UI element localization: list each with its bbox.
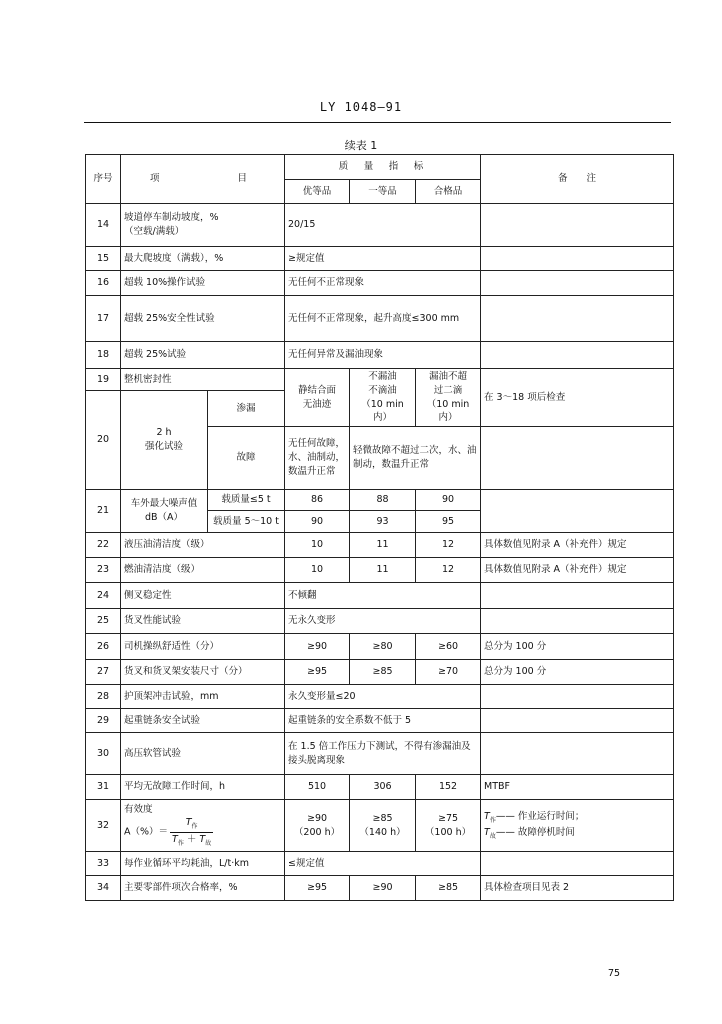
row-item: 坡道停车制动坡度，% （空载/满载） [121, 204, 285, 247]
row-remark [481, 733, 674, 775]
row-qualified: 漏油不超 过二滴 （10 min 内） [416, 369, 481, 427]
row-remark: 具体数值见附录 A（补充件）规定 [481, 558, 674, 583]
row-remark [481, 296, 674, 342]
row-item: 液压油清洁度（级） [121, 533, 285, 558]
row-excellent: ≥95 [285, 660, 350, 685]
row-first: 不漏油 不滴油 （10 min 内） [350, 369, 416, 427]
table-row [86, 247, 674, 271]
row-value: 无任何不正常现象 [285, 271, 481, 296]
row-item: 整机密封性 [121, 369, 285, 391]
row-no: 19 [86, 369, 121, 391]
row-item: 侧叉稳定性 [121, 583, 285, 609]
table-row [86, 271, 674, 296]
row-item: 超载 10%操作试验 [121, 271, 285, 296]
row-remark [481, 271, 674, 296]
table-row [86, 685, 674, 709]
row-value: 无任何不正常现象，起升高度≤300 mm [285, 296, 481, 342]
row-item [121, 800, 285, 852]
table-row [86, 709, 674, 733]
row-value: ≥规定值 [285, 247, 481, 271]
row-subitem: 故障 [208, 427, 285, 490]
row-no: 30 [86, 733, 121, 775]
row-excellent: ≥90 [285, 634, 350, 660]
row-remark: 具体检查项目见表 2 [481, 876, 674, 901]
row-excellent: ≥95 [285, 876, 350, 901]
row-item: 车外最大噪声值 dB（A） [121, 490, 208, 533]
row-no: 23 [86, 558, 121, 583]
row-first: 11 [350, 533, 416, 558]
row-no: 28 [86, 685, 121, 709]
remark-line: $T_故——$ 故障停机时间 [484, 826, 575, 840]
row-first: ≥85 （140 h） [350, 800, 416, 852]
row-first: 11 [350, 558, 416, 583]
table-row [86, 490, 674, 511]
row-item: 平均无故障工作时间，h [121, 775, 285, 800]
row-item: 货叉性能试验 [121, 609, 285, 634]
row-item: 主要零部件项次合格率，% [121, 876, 285, 901]
remark-line: $T_作——$ 作业运行时间； [484, 810, 585, 824]
row-value: 20/15 [285, 204, 481, 247]
row-remark [481, 204, 674, 247]
row-excellent: 静结合面 无油迹 [285, 369, 350, 427]
row-no: 34 [86, 876, 121, 901]
header-quality: 质 量 指 标 [285, 155, 481, 180]
row-excellent: 510 [285, 775, 350, 800]
table-row [86, 775, 674, 800]
row-remark [481, 685, 674, 709]
row-item: 货叉和货叉架安装尺寸（分） [121, 660, 285, 685]
row-remark: MTBF [481, 775, 674, 800]
row-remark [481, 852, 674, 876]
row-excellent: ≥90 （200 h） [285, 800, 350, 852]
row-subitem: 载质量≤5 t [208, 490, 285, 511]
table-caption: 续表 1 [344, 139, 378, 152]
row-value: ≤规定值 [285, 852, 481, 876]
row-value: 永久变形量≤20 [285, 685, 481, 709]
table-row [86, 204, 674, 247]
row-no: 24 [86, 583, 121, 609]
header-remarks: 备 注 [481, 155, 674, 204]
table-row [86, 634, 674, 660]
row-excellent: 90 [285, 511, 350, 533]
row-qualified: 12 [416, 558, 481, 583]
header-first: 一等品 [350, 180, 416, 204]
row-no: 14 [86, 204, 121, 247]
row-no: 31 [86, 775, 121, 800]
row-item: 2 h 强化试验 [121, 391, 208, 490]
row-remark: 总分为 100 分 [481, 660, 674, 685]
row-item: 超载 25%安全性试验 [121, 296, 285, 342]
row-no: 15 [86, 247, 121, 271]
row-subitem: 渗漏 [208, 391, 285, 427]
row-qualified: ≥70 [416, 660, 481, 685]
row-remark: 总分为 100 分 [481, 634, 674, 660]
row-remark [481, 583, 674, 609]
row-first: 306 [350, 775, 416, 800]
header-rule [84, 122, 671, 123]
row-qualified: ≥75 （100 h） [416, 800, 481, 852]
row-first: 93 [350, 511, 416, 533]
row-value: 无任何异常及漏油现象 [285, 342, 481, 369]
header-excellent: 优等品 [285, 180, 350, 204]
row-no: 21 [86, 490, 121, 533]
row-remark [481, 609, 674, 634]
row-qualified: 90 [416, 490, 481, 511]
row-item: 起重链条安全试验 [121, 709, 285, 733]
availability-formula: A（%）＝ $\frac{T_作}{T_作 + T_故}$ [124, 817, 212, 847]
row-qualified: ≥85 [416, 876, 481, 901]
row-first: ≥90 [350, 876, 416, 901]
row-item: 最大爬坡度（满载），% [121, 247, 285, 271]
row-excellent: 10 [285, 533, 350, 558]
row-value: 无永久变形 [285, 609, 481, 634]
row-no: 29 [86, 709, 121, 733]
row-no: 20 [86, 391, 121, 490]
row-item: 燃油清洁度（级） [121, 558, 285, 583]
row-value: 不倾翻 [285, 583, 481, 609]
row-item: 每作业循环平均耗油，L/t·km [121, 852, 285, 876]
header-item: 项 目 [121, 155, 285, 204]
row-no: 16 [86, 271, 121, 296]
row-no: 26 [86, 634, 121, 660]
row-remark [481, 342, 674, 369]
row-first: ≥80 [350, 634, 416, 660]
row-remark [481, 800, 674, 852]
row-first: 88 [350, 490, 416, 511]
table-row [86, 533, 674, 558]
table-row [86, 852, 674, 876]
row-remark: 具体数值见附录 A（补充件）规定 [481, 533, 674, 558]
row-qualified: ≥60 [416, 634, 481, 660]
row-remark [481, 709, 674, 733]
row-no: 22 [86, 533, 121, 558]
table-row [86, 369, 674, 391]
document-id: LY 1048—91 [319, 100, 403, 114]
row-remark [481, 490, 674, 533]
row-remark [481, 247, 674, 271]
row-excellent: 无任何故障，水、油制动，数温升正常 [285, 427, 350, 490]
row-no: 18 [86, 342, 121, 369]
page-number: 75 [608, 968, 621, 979]
row-value: 起重链条的安全系数不低于 5 [285, 709, 481, 733]
table-row [86, 583, 674, 609]
row-first: ≥85 [350, 660, 416, 685]
row-value: 在 1.5 倍工作压力下测试，不得有渗漏油及接头脱离现象 [285, 733, 481, 775]
table-row [86, 733, 674, 775]
row-qualified: 95 [416, 511, 481, 533]
row-no: 32 [86, 800, 121, 852]
table-row [86, 342, 674, 369]
header-qualified: 合格品 [416, 180, 481, 204]
row-remark [481, 427, 674, 490]
quality-index-table [85, 154, 674, 901]
table-row [86, 558, 674, 583]
row-item: 超载 25%试验 [121, 342, 285, 369]
row-remark: 在 3～18 项后检查 [481, 369, 674, 427]
row-item: 高压软管试验 [121, 733, 285, 775]
table-row [86, 876, 674, 901]
row-first-qualified: 轻微故障不超过二次，水、油制动，数温升正常 [350, 427, 481, 490]
availability-label: 有效度 [124, 803, 153, 815]
row-qualified: 152 [416, 775, 481, 800]
row-no: 17 [86, 296, 121, 342]
table-row [86, 800, 674, 852]
row-no: 27 [86, 660, 121, 685]
table-row [86, 296, 674, 342]
row-excellent: 10 [285, 558, 350, 583]
row-no: 33 [86, 852, 121, 876]
row-excellent: 86 [285, 490, 350, 511]
table-row [86, 609, 674, 634]
row-item: 司机操纵舒适性（分） [121, 634, 285, 660]
row-qualified: 12 [416, 533, 481, 558]
row-subitem: 载质量 5～10 t [208, 511, 285, 533]
header-row [86, 155, 674, 180]
row-no: 25 [86, 609, 121, 634]
header-no: 序号 [86, 155, 121, 204]
row-item: 护顶架冲击试验，mm [121, 685, 285, 709]
table-row [86, 660, 674, 685]
